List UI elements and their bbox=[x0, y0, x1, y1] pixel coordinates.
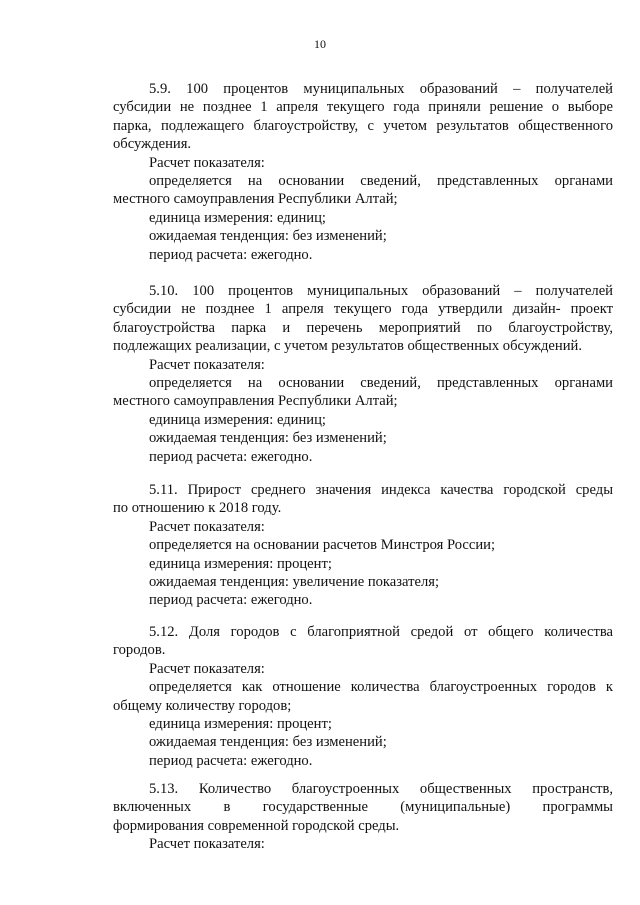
heading-line: городов. bbox=[113, 642, 166, 659]
heading-line: формирования современной городской среды. bbox=[113, 817, 400, 834]
heading-line: подлежащих реализации, с учетом результатов общественных обсуждений. bbox=[113, 338, 582, 355]
period-line: период расчета: ежегодно. bbox=[149, 448, 313, 465]
heading-line: парка, подлежащего благоустройству, с учетом результатов общественного bbox=[113, 117, 613, 134]
trend-line: ожидаемая тенденция: увеличение показателя; bbox=[149, 574, 440, 591]
basis-line: определяется как отношение количества благоустроенных городов к bbox=[149, 679, 613, 696]
period-line: период расчета: ежегодно. bbox=[149, 592, 313, 609]
calc-title: Расчет показателя: bbox=[149, 518, 265, 535]
heading-line: благоустройства парка и перечень мероприятий по благоустройству, bbox=[113, 319, 613, 336]
calc-title: Расчет показателя: bbox=[149, 356, 265, 373]
unit-line: единица измерения: единиц; bbox=[149, 209, 326, 226]
section-5-12 bbox=[113, 623, 613, 770]
calc-title: Расчет показателя: bbox=[149, 660, 265, 677]
section-5-10 bbox=[113, 282, 613, 466]
basis-line: общему количеству городов; bbox=[113, 697, 292, 714]
section-5-11 bbox=[113, 481, 613, 610]
unit-line: единица измерения: процент; bbox=[149, 716, 332, 733]
basis-line: определяется на основании сведений, представленных органами bbox=[149, 173, 613, 190]
basis-line: определяется на основании сведений, представленных органами bbox=[149, 375, 613, 392]
page-number: 10 bbox=[314, 37, 326, 51]
heading-line: обсуждения. bbox=[113, 136, 192, 153]
basis-line: местного самоуправления Республики Алтай; bbox=[113, 393, 398, 410]
trend-line: ожидаемая тенденция: без изменений; bbox=[149, 228, 387, 245]
heading-line: 5.12. Доля городов с благоприятной средой от общего количества bbox=[149, 624, 613, 640]
calc-title: Расчет показателя: bbox=[149, 836, 265, 853]
basis-line: определяется на основании расчетов Минстроя России; bbox=[149, 537, 496, 554]
heading-line: 5.9. 100 процентов муниципальных образований – получателей bbox=[149, 81, 613, 97]
unit-line: единица измерения: единиц; bbox=[149, 411, 326, 428]
heading-line: субсидии не позднее 1 апреля текущего года приняли решение о выборе bbox=[113, 99, 613, 116]
unit-line: единица измерения: процент; bbox=[149, 555, 332, 572]
heading-line: 5.10. 100 процентов муниципальных образований – получателей bbox=[149, 283, 613, 299]
section-5-9 bbox=[113, 80, 613, 264]
heading-line: включенных в государственные (муниципальные) программы bbox=[113, 799, 613, 816]
period-line: период расчета: ежегодно. bbox=[149, 752, 313, 769]
heading-line: 5.11. Прирост среднего значения индекса качества городской среды bbox=[149, 482, 613, 498]
basis-line: местного самоуправления Республики Алтай; bbox=[113, 191, 398, 208]
heading-line: 5.13. Количество благоустроенных общественных пространств, bbox=[149, 781, 613, 797]
period-line: период расчета: ежегодно. bbox=[149, 246, 313, 263]
heading-line: субсидии не позднее 1 апреля текущего года утвердили дизайн- проект bbox=[113, 301, 613, 318]
calc-title: Расчет показателя: bbox=[149, 154, 265, 171]
section-5-13 bbox=[113, 780, 613, 854]
trend-line: ожидаемая тенденция: без изменений; bbox=[149, 734, 387, 751]
heading-line: по отношению к 2018 году. bbox=[113, 500, 282, 517]
trend-line: ожидаемая тенденция: без изменений; bbox=[149, 430, 387, 447]
